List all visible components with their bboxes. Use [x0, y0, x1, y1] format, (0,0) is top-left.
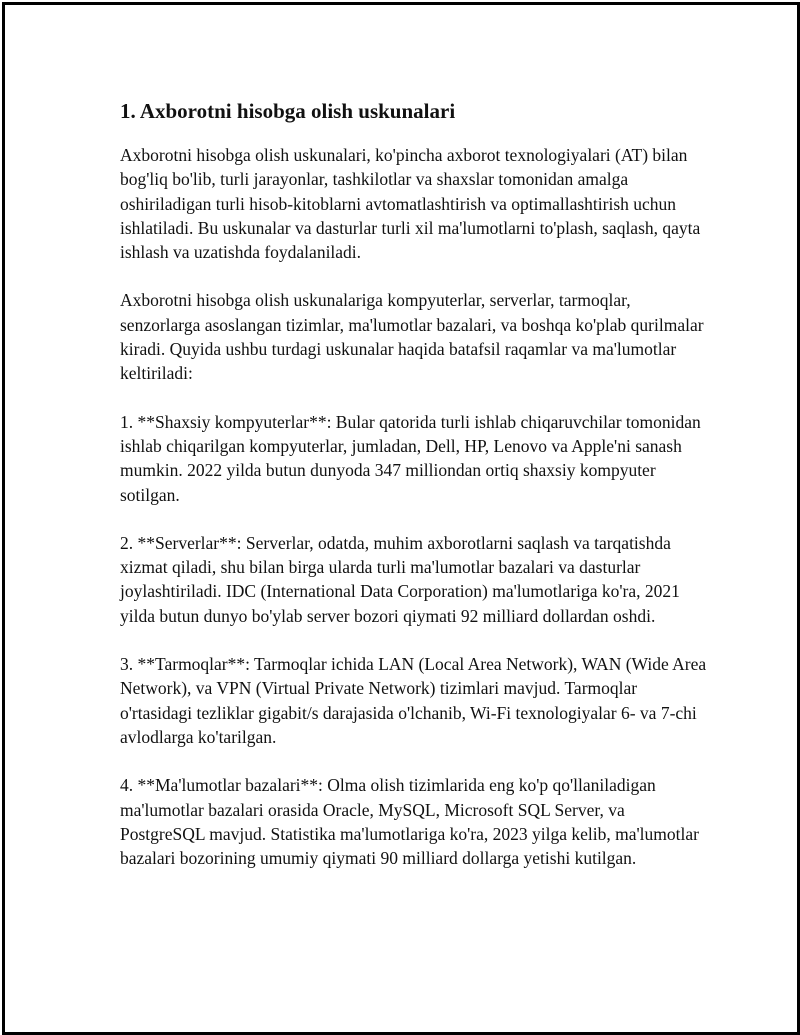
- paragraph-equipment-overview: Axborotni hisobga olish uskunalariga kompyuterlar, serverlar, tarmoqlar, senzorlarga asoslangan tizimlar, ma'lumotlar bazalari, va boshqa ko'plab qurilmalar kiradi. Quyida ushbu turdagi uskunalar haqida batafsil raqamlar va ma'lumotlar keltiriladi:: [120, 290, 704, 384]
- page-frame: [2, 2, 800, 1035]
- list-item-servers: 2. **Serverlar**: Serverlar, odatda, muhim axborotlarni saqlash va tarqatishda xizmat qiladi, shu bilan birga ularda turli ma'lumotlar bazalari va dasturlar joylashtiriladi. IDC (International Data Corporation) ma'lumotlariga ko'ra, 2021 yilda butun dunyo bo'ylab server bozori qiymati 92 milliard dollardan oshdi.: [120, 532, 680, 626]
- document-body: [120, 97, 710, 894]
- list-item-personal-computers: 1. **Shaxsiy kompyuterlar**: Bular qatorida turli ishlab chiqaruvchilar tomonidan ishlab chiqarilgan kompyuterlar, jumladan, Dell, HP, Lenovo va Apple'ni sanash mumkin. 2022 yilda butun dunyoda 347 milliondan ortiq shaxsiy kompyuter sotilgan.: [120, 411, 701, 505]
- paragraph-intro: Axborotni hisobga olish uskunalari, ko'pincha axborot texnologiyalari (AT) bilan bog'liq bo'lib, turli jarayonlar, tashkilotlar va shaxslar tomonidan amalga oshiriladigan turli hisob-kitoblarni avtomatlashtirish va optimallashtirish uchun ishlatiladi. Bu uskunalar va dasturlar turli xil ma'lumotlarni to'plash, saqlash, qayta ishlash va uzatishda foydalaniladi.: [120, 145, 701, 263]
- list-item-networks: 3. **Tarmoqlar**: Tarmoqlar ichida LAN (Local Area Network), WAN (Wide Area Network), va VPN (Virtual Private Network) tizimlari mavjud. Tarmoqlar o'rtasidagi tezliklar gigabit/s darajasida o'lchanib, Wi-Fi texnologiyalar 6- va 7-chi avlodlarga ko'tarilgan.: [120, 654, 707, 747]
- list-item-databases: 4. **Ma'lumotlar bazalari**: Olma olish tizimlarida eng ko'p qo'llaniladigan ma'lumotlar bazalari orasida Oracle, MySQL, Microsoft SQL Server, va PostgreSQL mavjud. Statistika ma'lumotlariga ko'ra, 2023 yilga kelib, ma'lumotlar bazalari bozorining umumiy qiymati 90 milliard dollarga yetishi kutilgan.: [120, 775, 699, 869]
- document-title: 1. Axborotni hisobga olish uskunalari: [120, 99, 456, 123]
